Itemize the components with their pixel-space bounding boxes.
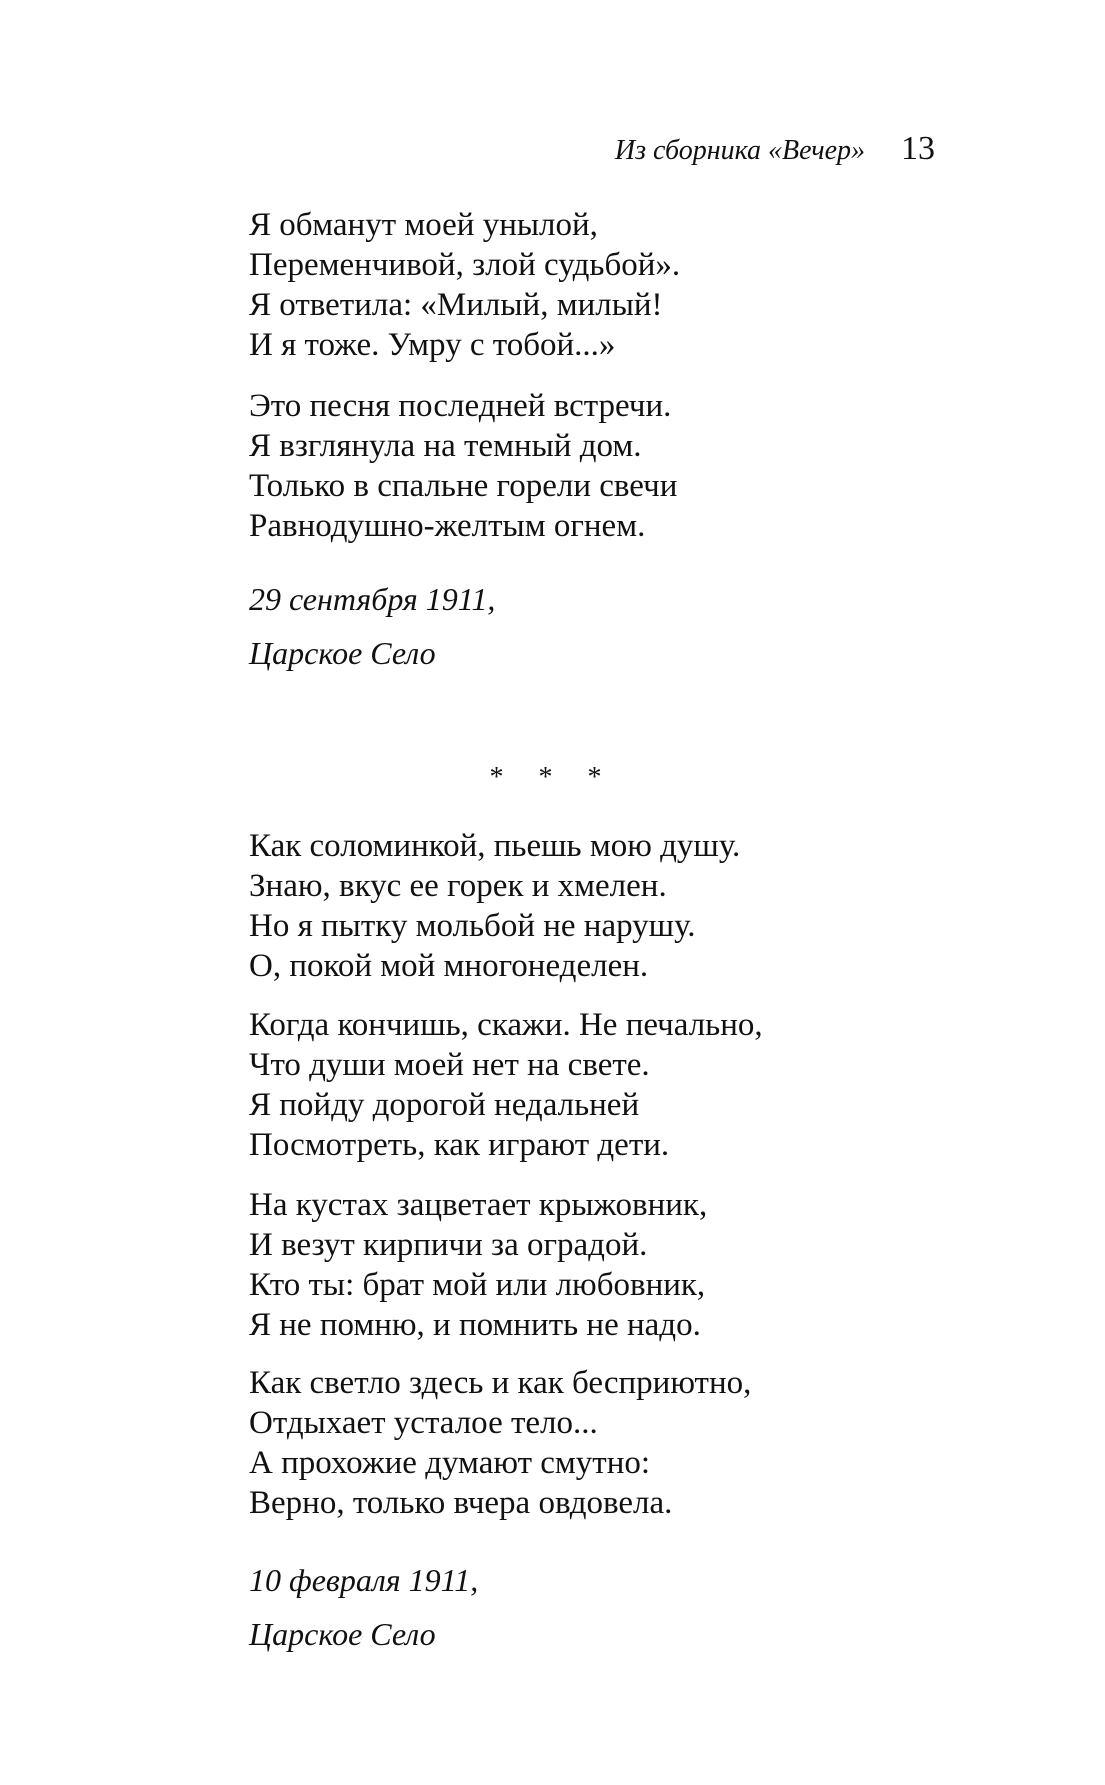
verse-line: И везут кирпичи за оградой.: [249, 1227, 648, 1263]
poem2-stanza3: [249, 1185, 949, 1345]
verse-line: Я не помню, и помнить не надо.: [249, 1307, 701, 1343]
verse-line: И я тоже. Умру с тобой...»: [249, 327, 616, 363]
verse-line: Посмотреть, как играют дети.: [249, 1127, 670, 1163]
verse-line: Я ответила: «Милый, милый!: [249, 287, 663, 323]
verse-line: Я обманут моей унылой,: [249, 207, 598, 243]
verse-line: Знаю, вкус ее горек и хмелен.: [249, 868, 667, 904]
verse-line: Кто ты: брат мой или любовник,: [249, 1267, 706, 1303]
verse-line: Переменчивой, злой судьбой».: [249, 247, 681, 283]
poem2-dateline: [249, 1553, 949, 1661]
verse-line: Это песня последней встречи.: [249, 388, 672, 424]
poem1-stanza1: [249, 205, 949, 365]
poem-date: 10 февраля 1911,: [249, 1562, 479, 1598]
poem-date: 29 сентября 1911,: [249, 581, 496, 617]
verse-line: Я взглянула на темный дом.: [249, 428, 642, 464]
verse-line: На кустах зацветает крыжовник,: [249, 1187, 708, 1223]
verse-line: Верно, только вчера овдовела.: [249, 1485, 673, 1521]
verse-line: Только в спальне горели свечи: [249, 468, 678, 504]
verse-line: Когда кончишь, скажи. Не печально,: [249, 1007, 763, 1043]
verse-line: А прохожие думают смутно:: [249, 1445, 651, 1481]
poem2-stanza2: [249, 1005, 949, 1165]
verse-line: Что души моей нет на свете.: [249, 1047, 650, 1083]
verse-line: Как светло здесь и как бесприютно,: [249, 1365, 752, 1401]
poem2-stanza4: [249, 1363, 949, 1523]
page-number: 13: [901, 130, 935, 167]
verse-line: Но я пытку мольбой не нарушу.: [249, 908, 696, 944]
verse-line: Равнодушно-желтым огнем.: [249, 508, 646, 544]
poem1-stanza2: [249, 386, 949, 546]
poem2-stanza1: [249, 826, 949, 986]
verse-line: Отдыхает усталое тело...: [249, 1405, 598, 1441]
verse-line: Как соломинкой, пьешь мою душу.: [249, 828, 741, 864]
poem-place: Царское Село: [249, 1616, 436, 1652]
verse-line: О, покой мой многонеделен.: [249, 948, 649, 984]
poem1-dateline: [249, 572, 949, 680]
verse-line: Я пойду дорогой недальней: [249, 1087, 640, 1123]
page-header: [615, 130, 935, 168]
poem-place: Царское Село: [249, 635, 436, 671]
running-head: Из сборника «Вечер»: [614, 135, 865, 166]
section-separator: * * *: [489, 762, 616, 793]
